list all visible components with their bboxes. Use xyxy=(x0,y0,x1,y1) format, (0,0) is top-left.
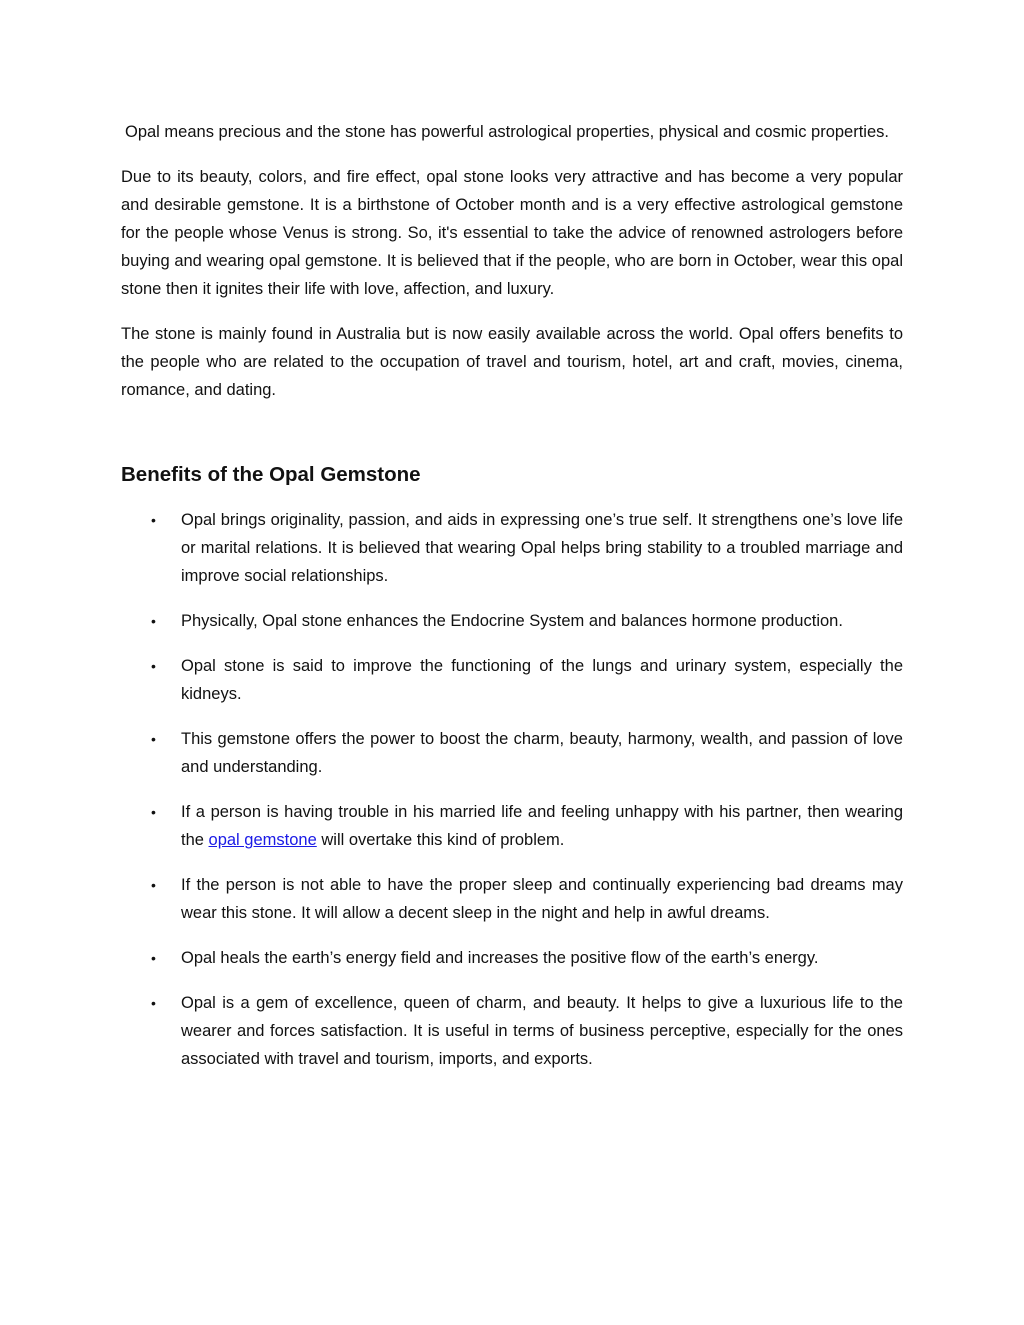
list-item-text: Opal heals the earth’s energy field and increases the positive flow of the earth’s energy. xyxy=(181,949,819,967)
document-body xyxy=(121,118,903,1090)
list-item xyxy=(121,652,903,708)
list-item-text: Physically, Opal stone enhances the Endocrine System and balances hormone production. xyxy=(181,612,843,630)
list-item-text-before-link: If a person is having trouble in his married life and feeling unhappy with his partner, then wearing the xyxy=(181,803,903,849)
list-item-text-after-link: will overtake this kind of problem. xyxy=(316,831,565,849)
bullet-icon: • xyxy=(151,512,156,528)
list-item-text: Opal brings originality, passion, and aids in expressing one’s true self. It strengthens one’s love life or marital relations. It is believed that wearing Opal helps bring stability to a troubled marriage and improve social relationships. xyxy=(181,511,903,585)
list-item xyxy=(121,944,903,972)
description-paragraph: Due to its beauty, colors, and fire effect, opal stone looks very attractive and has become a very popular and desirable gemstone. It is a birthstone of October month and is a very effective astrological gemstone for the people whose Venus is strong. So, it's essential to take the advice of renowned astrologers before buying and wearing opal gemstone. It is believed that if the people, who are born in October, wear this opal stone then it ignites their life with love, affection, and luxury. xyxy=(121,168,903,298)
intro-paragraph: Opal means precious and the stone has powerful astrological properties, physical and cosmic properties. xyxy=(125,123,889,141)
bullet-icon: • xyxy=(151,658,156,674)
bullet-icon: • xyxy=(151,877,156,893)
bullet-icon: • xyxy=(151,804,156,820)
bullet-icon: • xyxy=(151,613,156,629)
bullet-icon: • xyxy=(151,995,156,1011)
list-item xyxy=(121,506,903,590)
list-item xyxy=(121,607,903,635)
opal-gemstone-link[interactable]: opal gemstone xyxy=(208,831,317,849)
list-item-text: This gemstone offers the power to boost the charm, beauty, harmony, wealth, and passion of love and understanding. xyxy=(181,730,903,776)
bullet-icon: • xyxy=(151,731,156,747)
list-item-text: Opal is a gem of excellence, queen of charm, and beauty. It helps to give a luxurious life to the wearer and forces satisfaction. It is useful in terms of business perceptive, especially for the ones associated with travel and tourism, imports, and exports. xyxy=(181,994,903,1068)
availability-paragraph: The stone is mainly found in Australia but is now easily available across the world. Opal offers benefits to the people who are related to the occupation of travel and tourism, hotel, art and craft, movies, cinema, romance, and dating. xyxy=(121,325,903,399)
list-item-text: Opal stone is said to improve the functioning of the lungs and urinary system, especially the kidneys. xyxy=(181,657,903,703)
list-item xyxy=(121,989,903,1073)
benefits-heading: Benefits of the Opal Gemstone xyxy=(121,463,421,486)
benefits-list xyxy=(121,506,903,1073)
list-item-text: If the person is not able to have the proper sleep and continually experiencing bad dreams may wear this stone. It will allow a decent sleep in the night and help in awful dreams. xyxy=(181,876,903,922)
bullet-icon: • xyxy=(151,950,156,966)
list-item xyxy=(121,725,903,781)
list-item xyxy=(121,798,903,854)
list-item xyxy=(121,871,903,927)
